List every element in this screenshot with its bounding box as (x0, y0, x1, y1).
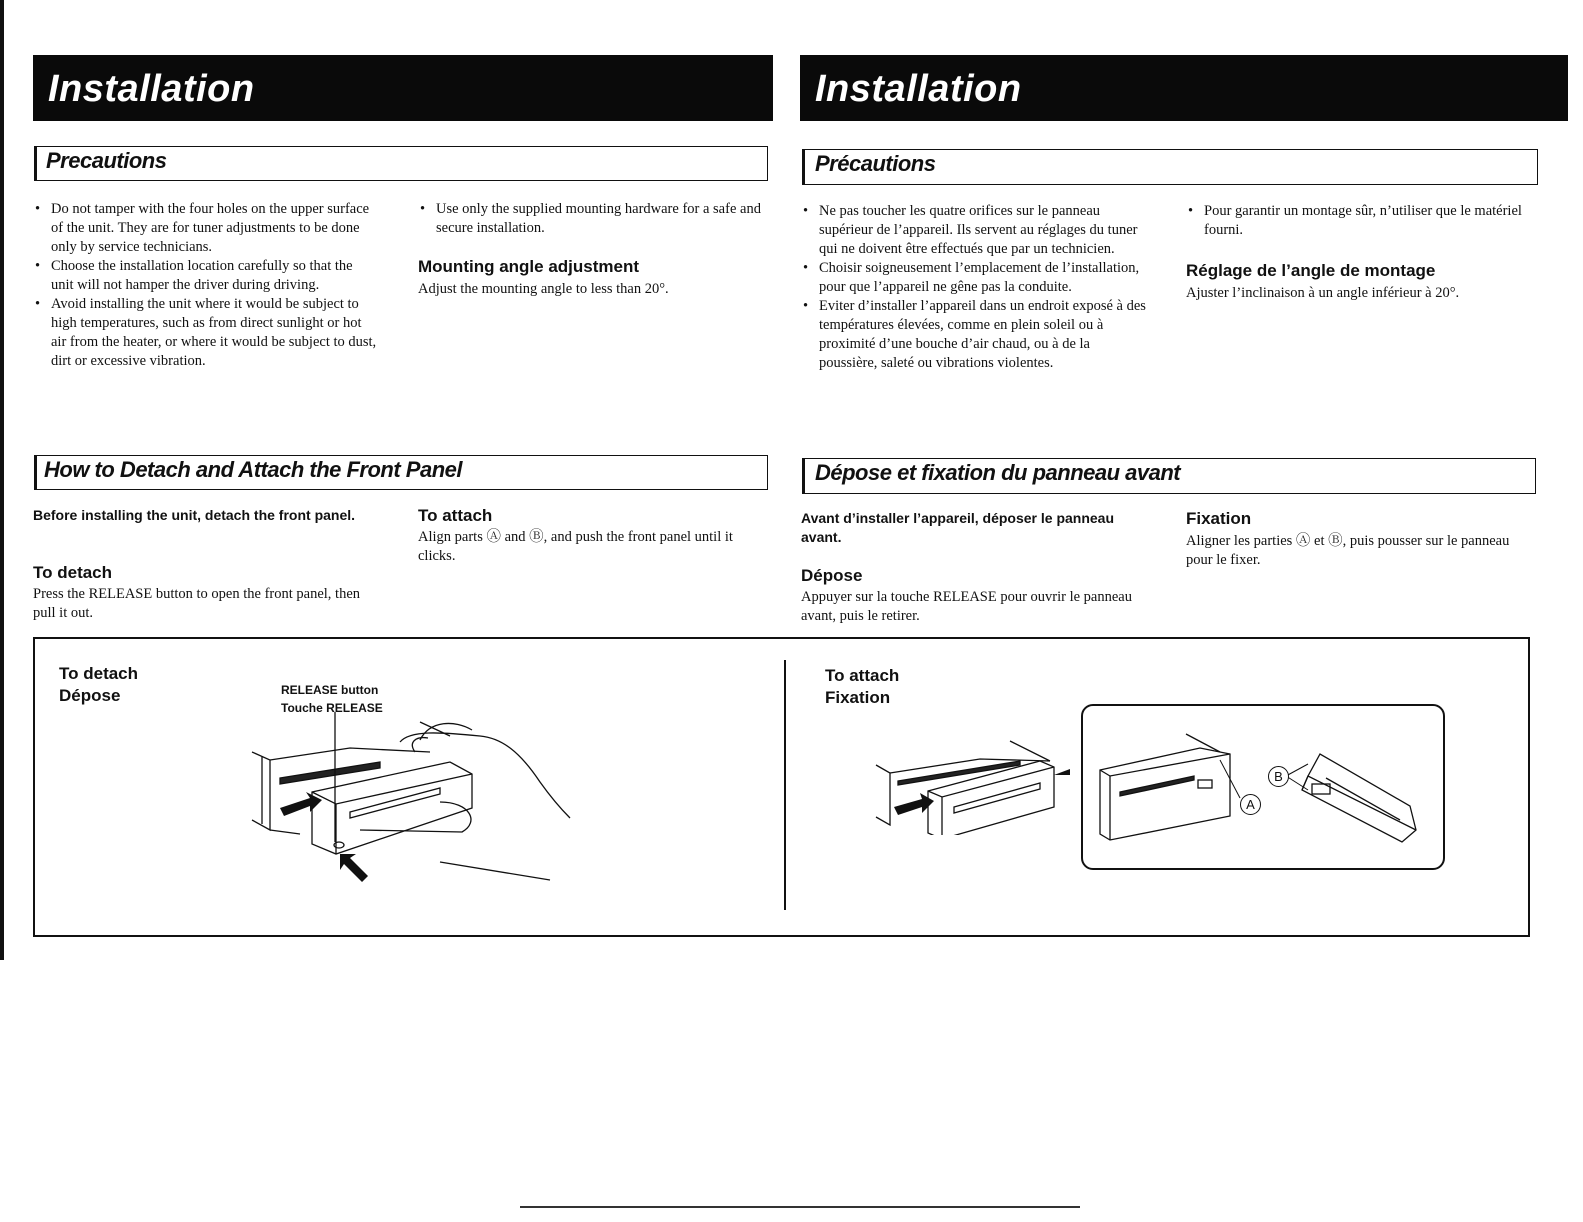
mounting-heading-fr: Réglage de l’angle de montage (1186, 261, 1436, 280)
precautions-list-en-2 (418, 200, 763, 238)
detach-heading: To detach (33, 563, 113, 582)
mounting-text: Adjust the mounting angle to less than 20°. (418, 281, 669, 297)
detach-illustration (240, 712, 580, 892)
part-b-marker (1268, 766, 1289, 787)
page-title-fr: Installation (815, 68, 1022, 110)
precautions-list-fr (801, 202, 1151, 373)
release-label-fr: Touche RELEASE (281, 701, 383, 715)
attach-text-fr: Aligner les parties Ⓐ et Ⓑ, puis pousser sur le panneau pour le fixer. (1186, 533, 1510, 568)
list-item: • Use only the supplied mounting hardware for a safe and secure installation. (418, 200, 763, 238)
panel-lead: Before installing the unit, detach the front panel. (33, 507, 356, 523)
page-title-en: Installation (48, 68, 255, 110)
part-a-marker (1240, 794, 1261, 815)
page-edge-line (0, 0, 4, 960)
figure-divider (784, 660, 786, 910)
detach-text: Press the RELEASE button to open the front panel, then pull it out. (33, 586, 361, 621)
detach-text-fr: Appuyer sur la touche RELEASE pour ouvrir le panneau avant, puis le retirer. (801, 589, 1132, 624)
footer-rule (520, 1206, 1080, 1208)
panel-lead-fr: Avant d’installer l’appareil, déposer le panneau avant. (801, 510, 1115, 545)
mounting-heading: Mounting angle adjustment (418, 257, 639, 276)
mounting-text-fr: Ajuster l’inclinaison à un angle inférieur à 20°. (1186, 285, 1460, 301)
precautions-heading-fr: Précautions (815, 151, 936, 176)
panel-heading-fr: Dépose et fixation du panneau avant (815, 460, 1181, 485)
precautions-heading: Precautions (46, 148, 167, 173)
list-item: • Eviter d’installer l’appareil dans un endroit exposé à des températures élevées, comme en plein soleil ou à proximité d’une bouche d’air chaud, ou à de la poussière, saleté ou vibrations violentes. (801, 297, 1151, 373)
figure-detach-label-fr: Dépose (59, 686, 121, 705)
detach-heading-fr: Dépose (801, 566, 863, 585)
attach-heading: To attach (418, 506, 493, 525)
list-item: • Do not tamper with the four holes on the upper surface of the unit. They are for tuner adjustments to be done only by service technicians. (33, 200, 378, 257)
attach-illustration (870, 735, 1070, 835)
attach-text: Align parts Ⓐ and Ⓑ, and push the front panel until it clicks. (418, 529, 733, 564)
part-a-label: A (1246, 797, 1255, 812)
part-b-label: B (1274, 769, 1283, 784)
list-item: • Choisir soigneusement l’emplacement de l’installation, pour que l’appareil ne gêne pas la conduite. (801, 259, 1151, 297)
figure-attach-label-fr: Fixation (825, 688, 891, 707)
list-item: • Avoid installing the unit where it would be subject to high temperatures, such as from direct sunlight or hot air from the heater, or where it would be subject to dust, dirt or excessive vibration. (33, 295, 378, 371)
figure-attach-label-en: To attach (825, 666, 900, 685)
figure-detach-label-en: To detach (59, 664, 139, 683)
list-item: • Ne pas toucher les quatre orifices sur le panneau supérieur de l’appareil. Ils servent au réglages du tuner qui ne doivent être effectués que par un technicien. (801, 202, 1151, 259)
precautions-list-fr-2 (1186, 202, 1531, 240)
attach-heading-fr: Fixation (1186, 509, 1252, 528)
attach-detail (1090, 720, 1430, 860)
precautions-list-en (33, 200, 378, 371)
panel-heading: How to Detach and Attach the Front Panel (44, 457, 462, 482)
release-label-en: RELEASE button (281, 683, 379, 697)
list-item: • Pour garantir un montage sûr, n’utiliser que le matériel fourni. (1186, 202, 1531, 240)
list-item: • Choose the installation location carefully so that the unit will not hamper the driver during driving. (33, 257, 378, 295)
